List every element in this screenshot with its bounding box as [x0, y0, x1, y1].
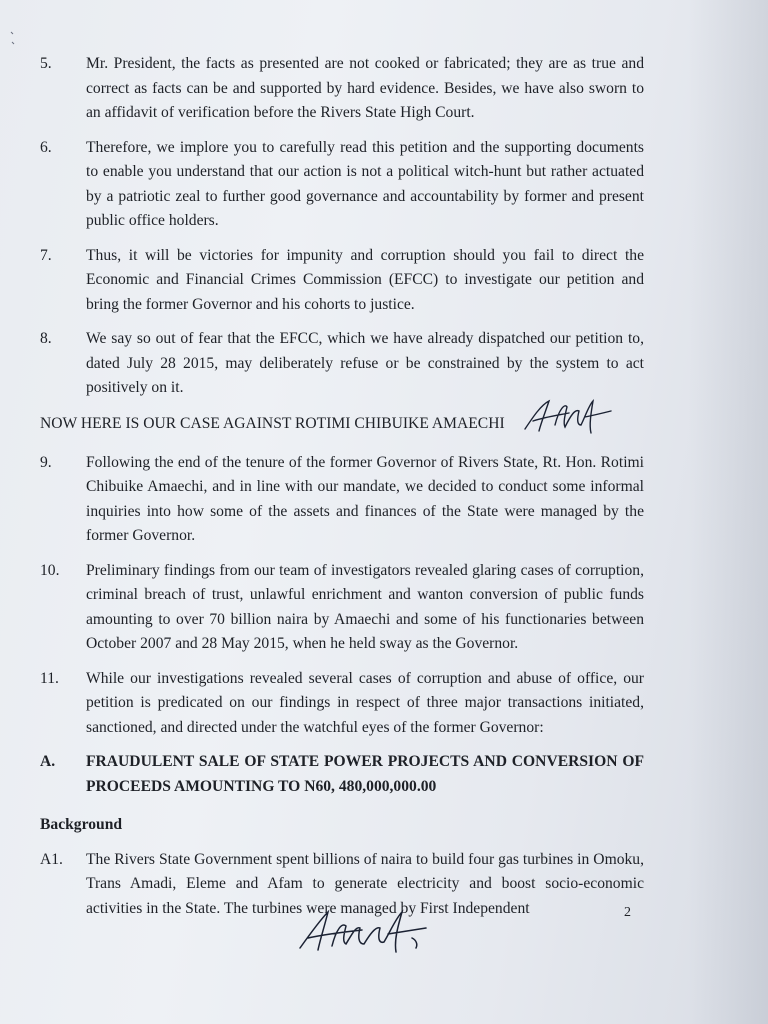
paragraph-number: 9. [40, 453, 52, 471]
paragraph-text: Mr. President, the facts as presented are not cooked or fabricated; they are as true and correct as facts can be and supported by hard evidence. Besides, we have also sworn to an affidavit of verification before the Rivers State High Court. [86, 55, 644, 121]
section-a-heading [40, 750, 644, 799]
paragraph-text: Following the end of the tenure of the former Governor of Rivers State, Rt. Hon. Rotimi Chibuike Amaechi, and in line with our mandate, we decided to conduct some informal inquiries into how some of the assets and finances of the State were managed by the former Governor. [86, 453, 644, 544]
footer-signature [292, 904, 432, 962]
paragraph-number: A1. [40, 850, 63, 868]
paragraph-text: We say so out of fear that the EFCC, which we have already dispatched our petition to, dated July 28 2015, may deliberately refuse or be constrained by the system to act positively on it. [86, 330, 644, 396]
paragraph-text: Thus, it will be victories for impunity and corruption should you fail to direct the Economic and Financial Crimes Commission (EFCC) to investigate our petition and bring the former Governor and his cohorts to justice. [86, 246, 644, 313]
page-edge-shadow [688, 0, 768, 1024]
paragraph-text: Therefore, we implore you to carefully read this petition and the supporting documents to enable you understand that our action is not a political witch-hunt but rather actuated by a patriotic zeal to further good governance and accountability by former and present public office holders. [86, 138, 644, 229]
paragraph-8 [40, 327, 644, 401]
paragraph-10 [40, 559, 644, 657]
handwritten-signature [519, 395, 615, 439]
document-body [40, 52, 644, 931]
background-heading: Background [40, 816, 123, 833]
paragraph-5 [40, 52, 644, 126]
section-letter: A. [40, 753, 56, 770]
paragraph-11 [40, 667, 644, 741]
paragraph-number: 8. [40, 330, 52, 347]
paragraph-text: The Rivers State Government spent billions of naira to build four gas turbines in Omoku, Trans Amadi, Eleme and Afam to generate electricity and boost socio-economic activities in the State. The turbines were managed by First Independent [86, 850, 644, 917]
paragraph-text: Preliminary findings from our team of investigators revealed glaring cases of corruption, criminal breach of trust, unlawful enrichment and wanton conversion of public funds amounting to over 70 billion naira by Amaechi and some of his functionaries between October 2007 and 28 May 2015, when he held sway as the Governor. [86, 561, 644, 652]
case-heading-row [40, 411, 644, 439]
paragraph-number: 11. [40, 669, 59, 687]
section-title: FRAUDULENT SALE OF STATE POWER PROJECTS AND CONVERSION OF PROCEEDS AMOUNTING TO N60, 480,000,000.00 [86, 753, 644, 795]
paragraph-6 [40, 136, 644, 234]
page-number: 2 [624, 905, 631, 920]
margin-marks [8, 28, 22, 52]
paragraph-text: While our investigations revealed several cases of corruption and abuse of office, our petition is predicated on our findings in respect of three major transactions initiated, sanctioned, and directed under the watchful eyes of the former Governor: [86, 669, 644, 736]
paragraph-7 [40, 244, 644, 318]
paragraph-number: 5. [40, 55, 52, 72]
paragraph-number: 6. [40, 138, 52, 156]
paragraph-number: 7. [40, 246, 52, 264]
paragraph-9 [40, 451, 644, 549]
case-heading: NOW HERE IS OUR CASE AGAINST ROTIMI CHIBUIKE AMAECHI [40, 415, 505, 433]
paragraph-number: 10. [40, 561, 60, 579]
